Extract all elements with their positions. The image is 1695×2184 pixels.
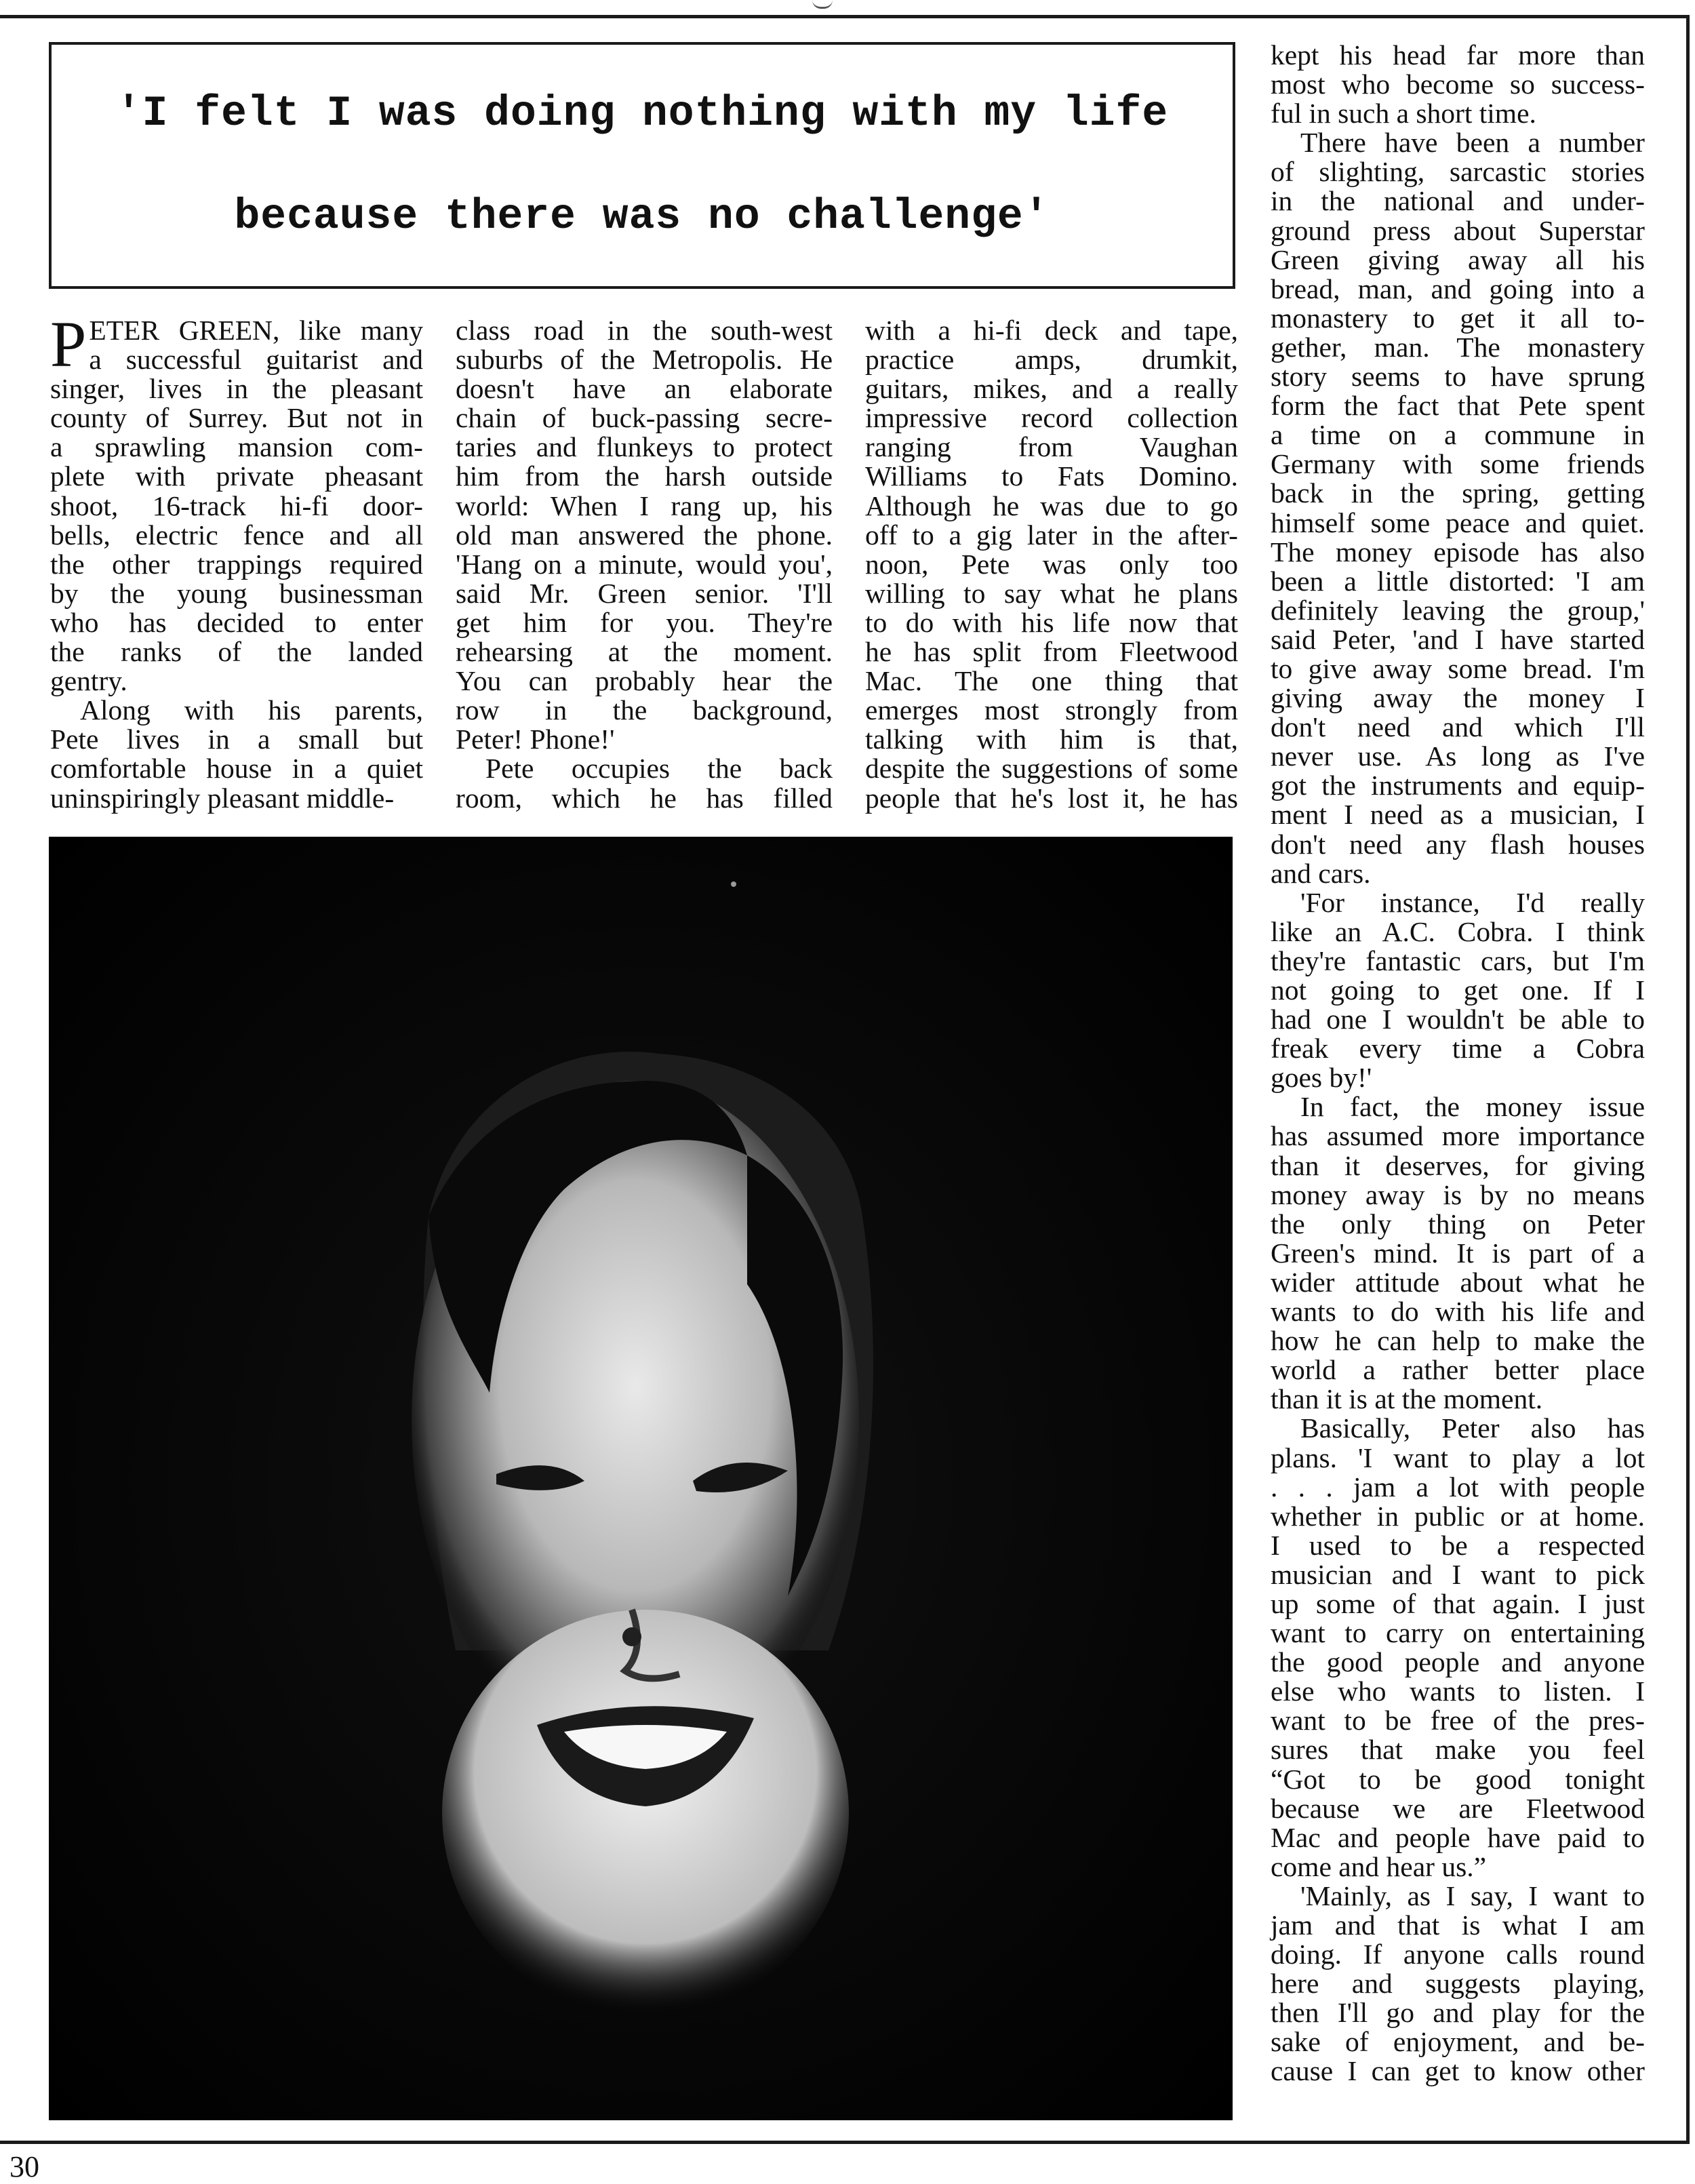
article-line: in the national and under-: [1271, 185, 1645, 217]
article-line: had one I wouldn't be able to: [1271, 1004, 1645, 1035]
article-line: Mac and people have paid to: [1271, 1821, 1645, 1853]
article-line: people that he's lost it, he has: [865, 782, 1238, 814]
article-line: comfortable house in a quiet: [50, 753, 423, 785]
article-line: himself some peace and quiet.: [1271, 507, 1645, 538]
article-line: definitely leaving the group,': [1271, 594, 1645, 626]
article-line: room, which he has filled: [456, 782, 833, 814]
article-line: not going to get one. If I: [1271, 974, 1645, 1006]
article-line: want to be free of the pres-: [1271, 1705, 1645, 1736]
article-line: said Mr. Green senior. 'I'll: [456, 577, 833, 609]
article-line: want to carry on entertaining: [1271, 1617, 1645, 1649]
article-line: ranging from Vaughan: [865, 431, 1238, 463]
article-line: bread, man, and going into a: [1271, 273, 1645, 304]
article-line: Along with his parents,: [80, 694, 423, 726]
article-line: ETER GREEN, like many: [89, 315, 423, 346]
article-line: You can probably hear the: [456, 665, 833, 697]
article-line: class road in the south-west: [456, 315, 833, 346]
article-line: sures that make you feel: [1271, 1734, 1645, 1766]
article-line: freak every time a Cobra: [1271, 1033, 1645, 1065]
article-line: monastery to get it all to-: [1271, 302, 1645, 334]
article-line: got the instruments and equip-: [1271, 770, 1645, 801]
article-line: they're fantastic cars, but I'm: [1271, 945, 1645, 976]
article-line: county of Surrey. But not in: [50, 402, 423, 434]
article-line: taries and flunkeys to protect: [456, 431, 833, 463]
article-line: story seems to have sprung: [1271, 361, 1645, 393]
article-line: money away is by no means: [1271, 1178, 1645, 1210]
article-line: form the fact that Pete spent: [1271, 390, 1645, 422]
article-line: doesn't have an elaborate: [456, 373, 833, 405]
article-line: Green giving away all his: [1271, 243, 1645, 275]
article-line: to do with his life now that: [865, 606, 1238, 638]
article-line: with a hi-fi deck and tape,: [865, 315, 1238, 346]
article-line: whether in public or at home.: [1271, 1500, 1645, 1532]
article-line: by the young businessman: [50, 577, 423, 609]
article-line: despite the suggestions of some: [865, 753, 1238, 785]
portrait-illustration: [49, 837, 1233, 2120]
article-line: giving away the money I: [1271, 682, 1645, 714]
article-line: don't need and which I'll: [1271, 711, 1645, 743]
article-line: don't need any flash houses: [1271, 828, 1645, 860]
article-line: The money episode has also: [1271, 536, 1645, 568]
article-line: Mac. The one thing that: [865, 665, 1238, 697]
article-line: emerges most strongly from: [865, 694, 1238, 726]
article-line: “Got to be good tonight: [1271, 1763, 1645, 1795]
article-line: else who wants to listen. I: [1271, 1675, 1645, 1707]
article-line: a time on a commune in: [1271, 419, 1645, 451]
article-line: gether, man. The monastery: [1271, 331, 1645, 363]
article-line: Pete lives in a small but: [50, 723, 423, 755]
article-line: who has decided to enter: [50, 606, 423, 638]
pull-quote-line-1: 'I felt I was doing nothing with my life: [115, 90, 1169, 138]
article-line: Basically, Peter also has: [1300, 1412, 1645, 1444]
article-line: up some of that again. I just: [1271, 1587, 1645, 1619]
article-line: Green's mind. It is part of a: [1271, 1237, 1645, 1269]
pull-quote-line-2: because there was no challenge': [234, 193, 1050, 241]
article-line: world a rather better place: [1271, 1354, 1645, 1386]
article-line: and cars.: [1271, 857, 1371, 889]
article-column-1: [50, 308, 423, 814]
article-line: guitars, mikes, and a really: [865, 373, 1238, 405]
article-line: shoot, 16-track hi-fi door-: [50, 490, 423, 521]
article-line: uninspiringly pleasant middle-: [50, 782, 395, 814]
article-line: ful in such a short time.: [1271, 98, 1536, 130]
article-line: Williams to Fats Domino.: [865, 460, 1238, 492]
article-line: Pete occupies the back: [485, 753, 833, 785]
drop-cap-letter: P: [50, 308, 87, 380]
article-line: noon, Pete was only too: [865, 548, 1238, 580]
article-line: a successful guitarist and: [89, 344, 423, 376]
article-line: like an A.C. Cobra. I think: [1271, 915, 1645, 947]
article-line: the other trappings required: [50, 548, 423, 580]
article-line: a sprawling mansion com-: [50, 431, 423, 463]
article-line: 'Mainly, as I say, I want to: [1300, 1880, 1645, 1911]
article-line: 'For instance, I'd really: [1300, 886, 1645, 918]
article-line: how he can help to make the: [1271, 1325, 1645, 1357]
article-line: old man answered the phone.: [456, 519, 833, 551]
article-line: rehearsing at the moment.: [456, 636, 833, 668]
page-number: 30: [9, 2150, 39, 2183]
pull-quote-box: [49, 42, 1235, 289]
article-line: Peter! Phone!': [456, 723, 615, 755]
article-line: been a little distorted: 'I am: [1271, 565, 1645, 597]
article-line: doing. If anyone calls round: [1271, 1939, 1645, 1970]
article-line: than it is at the moment.: [1271, 1383, 1543, 1415]
portrait-photo: [49, 837, 1233, 2120]
article-line: the ranks of the landed: [50, 636, 423, 668]
article-line: he has split from Fleetwood: [865, 636, 1238, 668]
article-line: gentry.: [50, 665, 127, 697]
article-line: talking with him is that,: [865, 723, 1238, 755]
article-column-4: [1271, 41, 1645, 2086]
article-line: In fact, the money issue: [1300, 1091, 1645, 1123]
article-line: come and hear us.”: [1271, 1850, 1487, 1882]
article-line: back in the spring, getting: [1271, 477, 1645, 509]
article-line: suburbs of the Metropolis. He: [456, 344, 833, 376]
article-line: cause I can get to know other: [1271, 2055, 1645, 2087]
article-line: world: When I rang up, his: [456, 490, 833, 521]
article-line: get him for you. They're: [456, 606, 833, 638]
article-line: sake of enjoyment, and be-: [1271, 2026, 1645, 2058]
article-line: practice amps, drumkit,: [865, 344, 1238, 376]
article-line: . . . jam a lot with people: [1271, 1471, 1645, 1503]
article-line: row in the background,: [456, 694, 833, 726]
article-line: chain of buck-passing secre-: [456, 402, 833, 434]
article-line: Although he was due to go: [865, 490, 1238, 521]
article-line: 'Hang on a minute, would you',: [456, 548, 833, 580]
article-line: off to a gig later in the after-: [865, 519, 1238, 551]
article-line: ment I need as a musician, I: [1271, 799, 1645, 831]
article-line: most who become so success-: [1271, 68, 1645, 100]
article-line: the good people and anyone: [1271, 1646, 1645, 1678]
article-line: willing to say what he plans: [865, 577, 1238, 609]
article-line: said Peter, 'and I have started: [1271, 623, 1645, 655]
article-line: plete with private pheasant: [50, 460, 423, 492]
article-line: wider attitude about what he: [1271, 1266, 1645, 1298]
article-line: kept his head far more than: [1271, 39, 1645, 71]
article-line: of slighting, sarcastic stories: [1271, 156, 1645, 188]
article-line: to give away some bread. I'm: [1271, 652, 1645, 684]
article-line: the only thing on Peter: [1271, 1208, 1645, 1239]
article-column-3: [865, 316, 1238, 813]
article-line: wants to do with his life and: [1271, 1296, 1645, 1328]
article-line: then I'll go and play for the: [1271, 1997, 1645, 2029]
article-line: impressive record collection: [865, 402, 1238, 434]
article-line: here and suggests playing,: [1271, 1968, 1645, 2000]
article-line: I used to be a respected: [1271, 1529, 1645, 1561]
article-line: jam and that is what I am: [1271, 1909, 1645, 1941]
article-line: Germany with some friends: [1271, 448, 1645, 480]
article-column-2: [456, 316, 833, 813]
article-line: goes by!': [1271, 1062, 1372, 1094]
article-line: has assumed more importance: [1271, 1120, 1645, 1152]
article-line: ground press about Superstar: [1271, 214, 1645, 246]
article-line: singer, lives in the pleasant: [50, 373, 423, 405]
article-line: There have been a number: [1300, 127, 1645, 159]
article-line: than it deserves, for giving: [1271, 1149, 1645, 1181]
article-line: musician and I want to pick: [1271, 1558, 1645, 1590]
article-line: plans. 'I want to play a lot: [1271, 1442, 1645, 1473]
top-edge-mark: [812, 0, 833, 9]
article-line: because we are Fleetwood: [1271, 1792, 1645, 1824]
article-line: never use. As long as I've: [1271, 740, 1645, 772]
article-line: him from the harsh outside: [456, 460, 833, 492]
article-line: bells, electric fence and all: [50, 519, 423, 551]
